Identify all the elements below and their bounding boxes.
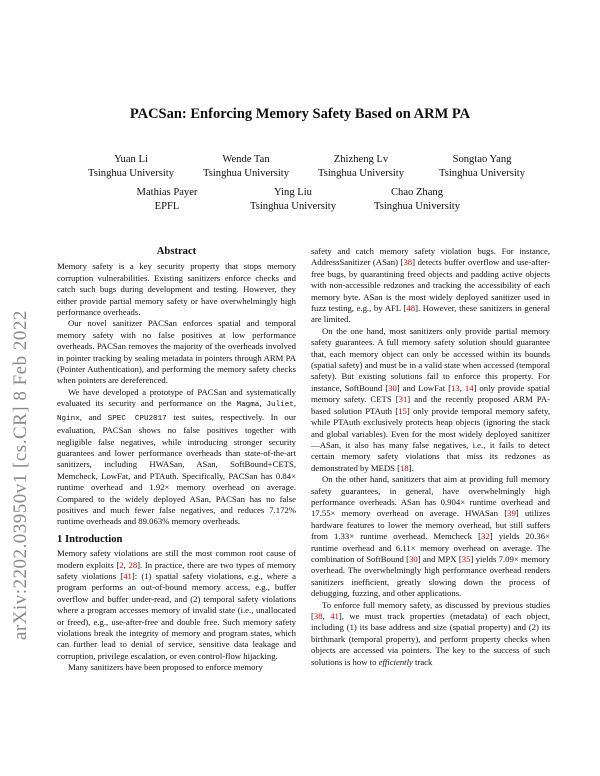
- citation-link[interactable]: 14: [464, 382, 474, 393]
- body-paragraph: safety and catch memory safety violation bugs. For instance, AddressSanitizer (ASan) [38] detects buffer overflow and use-after-free bugs, by quarantining freed objects and padding active objects with non-accessible redzones and tracking the accessibility of each memory byte. ASan is the most widely deployed sanitizer used in fuzz testing, e.g., by AFL [48]. However, these sanitizers in general are limited.: [311, 246, 550, 325]
- citation-link[interactable]: 39: [507, 508, 516, 519]
- code-name: Magma: [236, 401, 260, 410]
- section-heading: 1 Introduction: [57, 533, 123, 545]
- abstract-paragraph: Memory safety is a key security property that stops memory corruption vulnerabilities. Existing sanitizers enforce checks and catch such bugs during development and testing. However, they either provide partial memory safety or have overwhelmingly high performance overheads.: [57, 261, 296, 318]
- paper-title: PACSan: Enforcing Memory Safety Based on ARM PA: [129, 106, 471, 122]
- abstract-paragraph: We have developed a prototype of PACSan and systematically evaluated its security and performance on the Magma, Juliet, Nginx, and SPEC CPU2017 test suites, respectively. In our evaluation, PACSan shows no false positives together with negligible false negatives, while introducing stronger security guarantees and lower performance overheads than state-of-the-art sanitizers, including HWASan, ASan, SoftBound+CETS, Memcheck, LowFat, and PTAuth. Specifically, PACSan has 0.84× runtime overhead and 1.92× memory overhead on average. Compared to the widely deployed ASan, PACSan has no false positives and much fewer false negatives, and reduces 7.172% runtime overheads and 89.063% memory overheads.: [57, 386, 297, 527]
- citation-link[interactable]: 48: [406, 303, 416, 314]
- author-name: Zhizheng Lv: [333, 154, 389, 165]
- author-affiliation: Tsinghua University: [87, 167, 175, 179]
- left-column: [57, 246, 296, 674]
- body-paragraph: To enforce full memory safety, as discussed by previous studies [38, 41], we must track properties (metadata) of each object, including (1) its base address and size (spatial property) and (2) its birthmark (temporal property), and perform property checks when objects are accessed via pointers. The key to the success of such solutions is how to efficiently track: [311, 599, 551, 667]
- body-paragraph: Memory safety violations are still the most common root cause of modern exploits [2, 28]. In practice, there are two types of memory safety violations [41]: (1) spatial safety violations, e.g., where a program performs an out-of-bound memory access, e.g., buffer overflow and buffer under-read, and (2) temporal safety violations where a program accesses memory of invalid state (i.e., unallocated or freed), e.g., use-after-free and double free. Such memory safety violations break the integrity of memory and program states, which can further lead to denial of service, sensitive data leakage and corruption, privilege escalation, or even control-flow hijacking.: [57, 548, 297, 661]
- author-name: Chao Zhang: [390, 187, 444, 198]
- citation-link[interactable]: 15: [398, 405, 407, 416]
- author-affiliation: EPFL: [154, 200, 180, 212]
- citation-link[interactable]: 41: [330, 611, 339, 621]
- author-affiliation: Tsinghua University: [373, 200, 461, 212]
- citation-link[interactable]: 38: [313, 611, 323, 621]
- emphasis: efficiently: [378, 656, 413, 667]
- citation-link[interactable]: 30: [409, 553, 418, 564]
- citation-link[interactable]: 41: [123, 570, 132, 581]
- code-name: Nginx: [57, 414, 80, 423]
- author-name: Songtao Yang: [452, 154, 512, 165]
- author-affiliation: Tsinghua University: [249, 200, 337, 212]
- author-affiliation: Tsinghua University: [202, 167, 290, 179]
- author-affiliation: Tsinghua University: [438, 167, 526, 179]
- author-name: Mathias Payer: [136, 187, 198, 198]
- citation-link[interactable]: 28: [128, 559, 138, 570]
- author-block: [347, 186, 487, 213]
- citation-link[interactable]: 30: [388, 382, 397, 393]
- code-name: Juliet: [266, 401, 294, 410]
- author-block: [223, 186, 363, 213]
- citation-link[interactable]: 13: [451, 382, 460, 393]
- author-block: [412, 153, 552, 180]
- abstract-paragraph: Our novel sanitizer PACSan enforces spatial and temporal memory safety with no false positives at low performance overheads. PACSan removes the majority of the overheads involved in pointer tracking by sealing metadata in pointers through ARM PA (Pointer Authentication), and performing the memory safety checks when pointers are dereferenced.: [57, 318, 296, 386]
- author-name: Wende Tan: [222, 154, 270, 165]
- body-paragraph: Many sanitizers have been proposed to enforce memory: [68, 662, 263, 673]
- abstract-heading: Abstract: [156, 246, 197, 257]
- code-name: SPEC CPU2017: [107, 414, 167, 423]
- body-paragraph: On the other hand, sanitizers that aim at providing full memory safety guarantees, in general, have overwhelmingly high performance overheads. ASan has 0.904× runtime overhead and 17.55× memory overhead on average. HWASan [39] utilizes hardware features to lower the memory overhead, but still suffers from 1.33× runtime overhead. Memcheck [32] yields 20.36× runtime overhead and 6.11× memory overhead on average. The combination of SoftBound [30] and MPX [35] yields 7.09× memory overhead. The overwhelmingly high performance overhead renders sanitizers inefficient, greatly slowing down the process of debugging, fuzzing, and other applications.: [311, 474, 550, 599]
- author-name: Ying Liu: [274, 187, 312, 198]
- citation-link[interactable]: 31: [398, 394, 408, 405]
- author-block: [97, 186, 237, 213]
- citation-link[interactable]: 32: [481, 531, 490, 542]
- author-name: Yuan Li: [114, 154, 148, 165]
- author-block: [291, 153, 431, 180]
- arxiv-identifier: arXiv:2202.03950v1 [cs.CR] 8 Feb 2022: [10, 310, 31, 640]
- right-column: [311, 246, 550, 668]
- citation-link[interactable]: 35: [461, 553, 471, 564]
- citation-link[interactable]: 38: [403, 257, 413, 268]
- citation-link[interactable]: 2: [119, 559, 124, 570]
- citation-link[interactable]: 18: [400, 462, 409, 473]
- body-paragraph: On the one hand, most sanitizers only provide partial memory safety guarantees. A full memory safety solution should guarantee that, each memory object can only be accessed within its bounds (spatial safety) and must be in a valid state when accessed (temporal safety). But existing solutions fail to enforce this property. For instance, SoftBound [30] and LowFat [13, 14] only provide spatial memory safety. CETS [31] and the recently proposed ARM PA-based solution PTAuth [15] only provide temporal memory safety, while PTAuth exclusively protects heap objects (ignoring the stack and global variables). Even for the most widely deployed sanitizer—ASan, it also has many false negatives, i.e., it fails to detect certain memory safety violations that miss its redzones as demonstrated by MEDS [18].: [311, 325, 551, 473]
- author-affiliation: Tsinghua University: [317, 167, 405, 179]
- arxiv-stamp: [10, 310, 31, 660]
